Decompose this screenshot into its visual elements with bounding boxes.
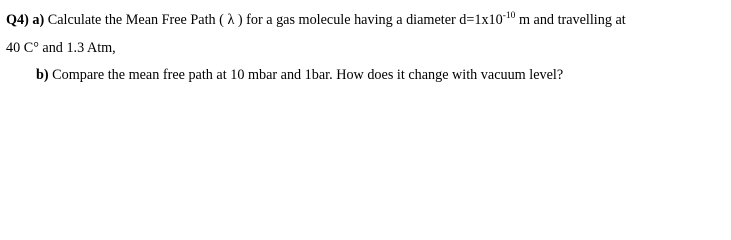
part-a-label: a) [32, 12, 45, 28]
part-b-label: b) [36, 67, 49, 83]
part-a-text-start: Calculate the Mean Free Path ( [47, 12, 224, 28]
part-b-text: Compare the mean free path at 10 mbar and 1bar. How does it change with vacuum level? [52, 67, 564, 83]
lambda-symbol: λ [227, 12, 235, 28]
question-number: Q4) [6, 12, 29, 28]
question-part-a-line-1 [6, 11, 626, 31]
part-a-conditions: 40 C° and 1.3 Atm, [6, 40, 116, 56]
exponent: -10 [502, 11, 516, 21]
question-part-b [36, 66, 563, 84]
part-a-text-mid: ) for a gas molecule having a diameter d=1x10 [237, 12, 503, 28]
question-part-a-line-2 [6, 39, 116, 57]
part-a-text-end: m and travelling at [515, 12, 626, 28]
